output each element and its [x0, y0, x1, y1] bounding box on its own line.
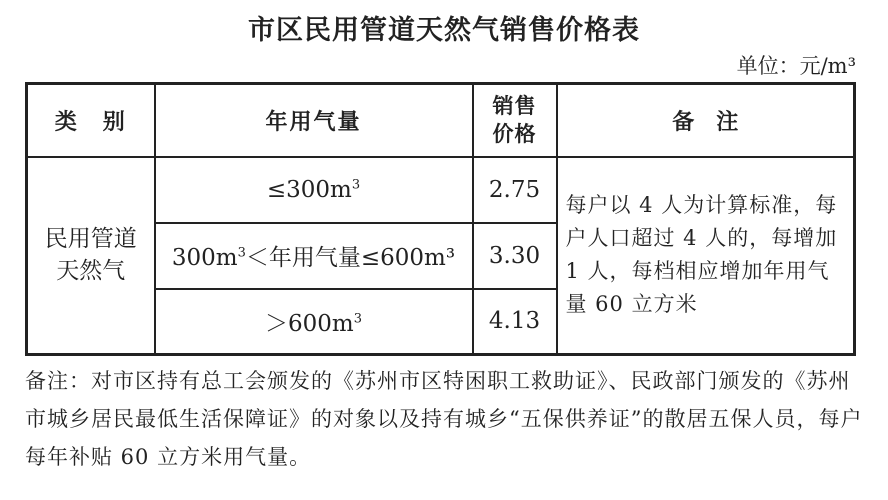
footnote: 备注：对市区持有总工会颁发的《苏州市区特困职工救助证》、民政部门颁发的《苏州市城乡居民最低生活保障证》的对象以及持有城乡“五保供养证”的散居五保人员，每户每年补贴 60 立方米用气量。	[25, 369, 863, 469]
price-cell: 2.75	[473, 157, 557, 223]
category-line2: 天然气	[56, 258, 126, 285]
category-cell	[27, 157, 155, 355]
header-usage: 年用气量	[155, 84, 473, 157]
header-price	[473, 84, 557, 157]
category-line1: 民用管道	[44, 226, 137, 253]
header-price-line2: 价格	[492, 121, 537, 147]
header-remark: 备注	[557, 84, 855, 157]
header-price-line1: 销售	[492, 93, 537, 119]
header-category: 类 别	[27, 84, 155, 157]
usage-cell: $300m^3<$年用气量≤600m³	[155, 223, 473, 289]
usage-cell: $\le 300m^3$	[155, 157, 473, 223]
remark-cell: 每户以 4 人为计算标准，每户人口超过 4 人的，每增加 1 人，每档相应增加年用气量 60 立方米	[557, 157, 855, 355]
price-cell: 4.13	[473, 289, 557, 355]
unit-label: 单位：元/m³	[736, 54, 856, 78]
header-row	[27, 84, 855, 157]
table-row	[27, 157, 855, 223]
price-cell: 3.30	[473, 223, 557, 289]
usage-cell: $>600m^3$	[155, 289, 473, 355]
price-table	[25, 82, 856, 356]
page-title: 市区民用管道天然气销售价格表	[248, 15, 640, 46]
